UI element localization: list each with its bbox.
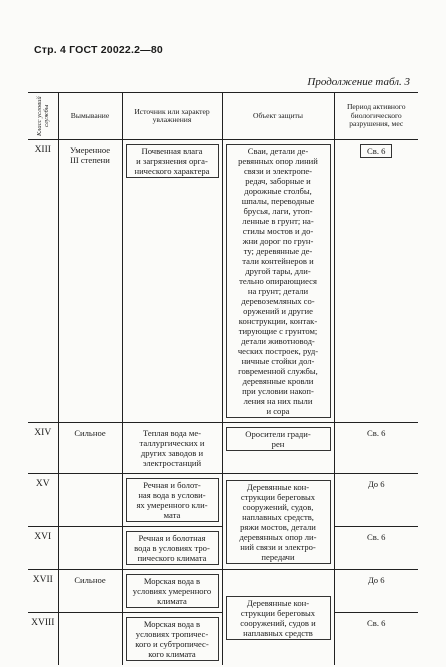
source-cell: Морская вода в условиях умеренного климата bbox=[126, 574, 219, 608]
page-header: Стр. 4 ГОСТ 20022.2—80 bbox=[34, 44, 163, 56]
class-cell: XVIII bbox=[31, 618, 55, 628]
table-header-row bbox=[28, 93, 418, 140]
column-header-source: Источник или характер увлажнения bbox=[122, 93, 222, 140]
class-cell: XV bbox=[35, 479, 50, 489]
source-cell: Речная и болот- ная вода в услови- ях умеренного кли- мата bbox=[126, 478, 219, 522]
table-row bbox=[28, 474, 418, 527]
period-cell: Св. 6 bbox=[367, 428, 386, 438]
source-cell: Почвенная влага и загрязнения орга- нического характера bbox=[126, 144, 219, 178]
cause-cell bbox=[62, 531, 119, 533]
table-continuation-label: Продолжение табл. 3 bbox=[307, 76, 410, 88]
conditions-table bbox=[28, 92, 418, 665]
cause-cell: Умеренное III степени bbox=[69, 145, 111, 165]
object-cell: Оросители гради- рен bbox=[226, 427, 331, 451]
period-cell: До 6 bbox=[367, 575, 385, 585]
table-row bbox=[28, 140, 418, 423]
source-cell: Морская вода в условиях тропичес- кого и субтропичес- кого климата bbox=[126, 617, 219, 661]
class-cell: XVI bbox=[34, 532, 52, 542]
object-cell: Деревянные кон- струкции береговых сооружений, судов, наплавных средств, ряжи мостов, детали деревянных опор ли- ний связи и электро- передачи bbox=[226, 480, 331, 564]
source-cell: Теплая вода ме- таллургических и других заводов и электростанций bbox=[139, 428, 205, 468]
cause-cell: Сильное bbox=[74, 575, 106, 585]
column-header-class bbox=[28, 93, 58, 140]
period-cell: До 6 bbox=[367, 479, 385, 489]
class-cell: XVII bbox=[32, 575, 53, 585]
source-cell: Речная и болотная вода в условиях тро- пического климата bbox=[126, 531, 219, 565]
column-header-object: Объект защиты bbox=[222, 93, 334, 140]
class-cell: XIV bbox=[34, 428, 52, 438]
table-row bbox=[28, 423, 418, 474]
object-cell: Деревянные кон- струкции береговых сооружений, судов и наплавных средств bbox=[226, 596, 331, 640]
cause-cell: Сильное bbox=[74, 428, 106, 438]
column-header-cause: Вымывание bbox=[58, 93, 122, 140]
period-cell: Св. 6 bbox=[360, 144, 392, 158]
cause-cell bbox=[62, 478, 119, 480]
column-header-period: Период активного биологического разрушения, мес bbox=[334, 93, 418, 140]
column-header-class-label: Класс условий службы bbox=[35, 96, 50, 136]
object-cell: Сваи, детали де- ревянных опор линий связи и электропе- редач, заборные и дорожные столбы, шпалы, переводные брусья, лаги, утоп- ленные в грунт; на- стилы мостов и до- жни дорог по грун- ту; деревянные де- тали контейнеров и другой тары, дли- тельно опирающиеся на грунт; детали деревоземляных со- оружений и другие конструкции, контак- тирующие с грунтом; детали животновод- ческих построек, руд- ничные стойки дол- говременной службы, деревянные кровли при условии накоп- ления на них пыли и сора bbox=[226, 144, 331, 418]
table-row bbox=[28, 570, 418, 613]
period-cell: Св. 6 bbox=[367, 532, 386, 542]
period-cell: Св. 6 bbox=[367, 618, 386, 628]
class-cell: XIII bbox=[34, 145, 51, 155]
cause-cell bbox=[62, 617, 119, 619]
